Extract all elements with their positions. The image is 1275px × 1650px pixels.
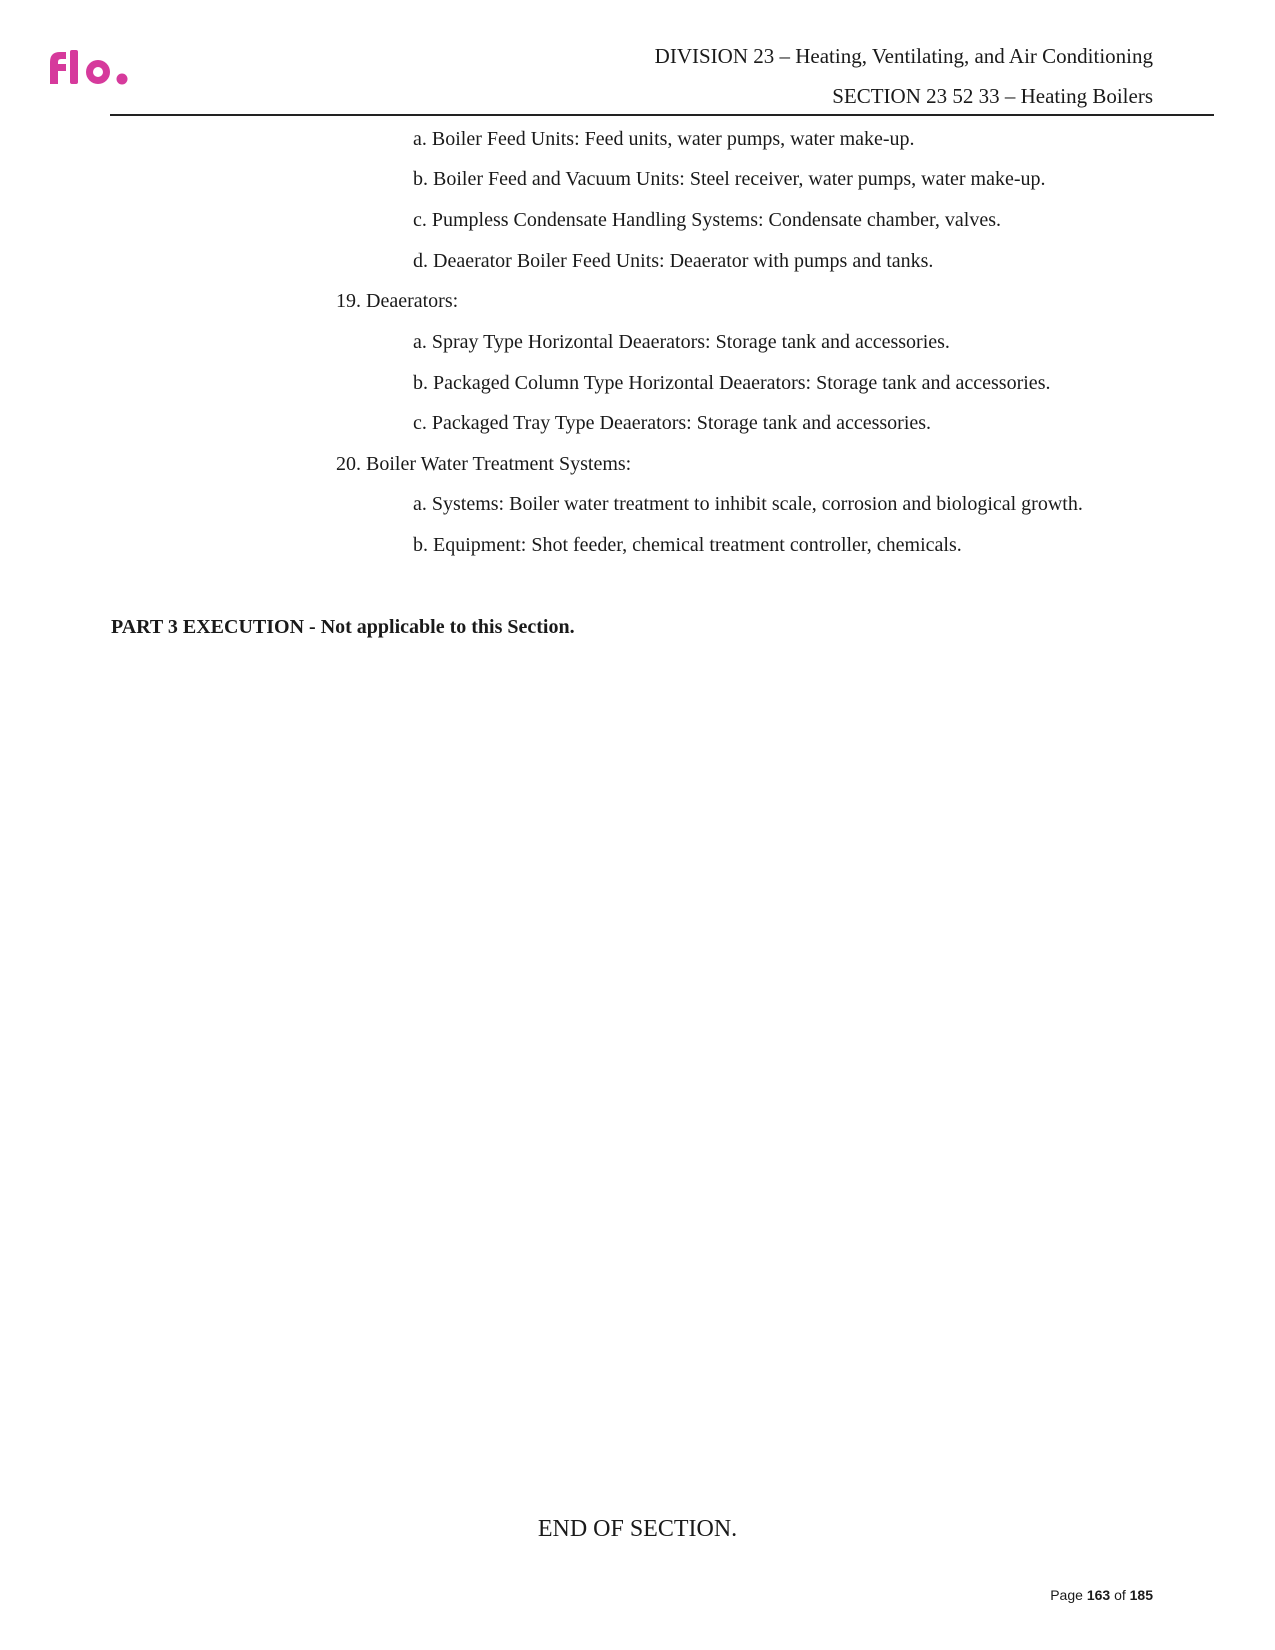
list-item: b. Boiler Feed and Vacuum Units: Steel receiver, water pumps, water make-up. bbox=[413, 168, 1046, 190]
list-item: c. Pumpless Condensate Handling Systems: Condensate chamber, valves. bbox=[413, 209, 1001, 231]
list-item: b. Packaged Column Type Horizontal Deaerators: Storage tank and accessories. bbox=[413, 372, 1051, 394]
logo bbox=[46, 46, 142, 90]
header-rule bbox=[110, 114, 1214, 116]
of-label: of bbox=[1114, 1587, 1126, 1603]
list-item: 20. Boiler Water Treatment Systems: bbox=[336, 453, 632, 475]
list-item: a. Spray Type Horizontal Deaerators: Storage tank and accessories. bbox=[413, 331, 950, 353]
page-footer bbox=[1050, 1587, 1153, 1603]
end-of-section: END OF SECTION. bbox=[537, 1516, 738, 1542]
page-total: 185 bbox=[1129, 1587, 1153, 1603]
header-division: DIVISION 23 – Heating, Ventilating, and Air Conditioning bbox=[654, 44, 1153, 68]
part-3-heading: PART 3 EXECUTION - Not applicable to this Section. bbox=[111, 616, 575, 638]
page-number: 163 bbox=[1086, 1587, 1111, 1603]
list-item: a. Boiler Feed Units: Feed units, water pumps, water make-up. bbox=[413, 128, 915, 150]
list-item: a. Systems: Boiler water treatment to inhibit scale, corrosion and biological growth. bbox=[413, 493, 1083, 515]
header-section: SECTION 23 52 33 – Heating Boilers bbox=[832, 84, 1153, 108]
list-item: 19. Deaerators: bbox=[336, 290, 459, 312]
list-item: b. Equipment: Shot feeder, chemical treatment controller, chemicals. bbox=[413, 534, 962, 556]
list-item: d. Deaerator Boiler Feed Units: Deaerator with pumps and tanks. bbox=[413, 250, 934, 272]
page-label: Page bbox=[1050, 1587, 1083, 1603]
list-item: c. Packaged Tray Type Deaerators: Storage tank and accessories. bbox=[413, 412, 932, 434]
